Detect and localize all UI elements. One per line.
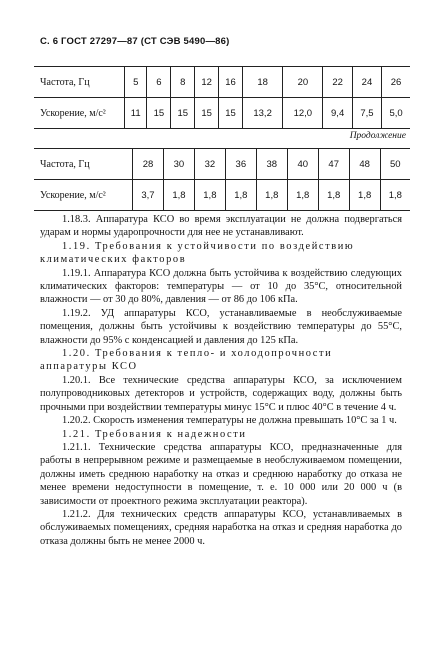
paragraph-1-19-2: 1.19.2. УД аппаратуры КСО, устанавливаемые в необслуживаемые помещения, должны быть устойчивы к воздействию температуры до 55°С, влажности до 95% с конденсацией и давления до 125 кПа. [40,307,402,346]
table-row-frequency [34,67,410,98]
table-cell: 1,8 [380,180,410,211]
table-cell: 16 [219,67,243,98]
section-heading-1-20: 1.20. Требования к тепло- и холодопрочности аппаратуры КСО [40,348,333,373]
paragraph-1-21-1: 1.21.1. Технические средства аппаратуры КСО, предназначенные для работы в непрерывном режиме и размещаемые в необслуживаемом помещении, должны иметь среднюю наработку на отказ и среднюю наработку до отказа не менее времени недоступности в помещение, т. е. 10 000 или 20 000 ч (в зависимости от проектного режима эксплуатации реактора). [40,441,402,507]
paragraph-1-20-1: 1.20.1. Все технические средства аппаратуры КСО, за исключением полупроводниковых детекторов и устройств, содержащих воду, должны быть прочными при воздействии температуры минус 15°С и плюс 40°С в течение 4 ч. [40,374,402,413]
paragraph-1-18-3: 1.18.3. Аппаратура КСО во время эксплуатации не должна подвергаться ударам и нормы ударопрочности для нее не устанавливают. [40,214,402,239]
section-heading-1-21: 1.21. Требования к надежности [62,428,247,440]
continuation-label: Продолжение [349,131,406,141]
table-cell: 5 [125,67,147,98]
table-cell: 18 [243,67,283,98]
vibration-table-2 [34,148,410,211]
table-cell: 8 [171,67,195,98]
table-cell: 7,5 [352,98,381,129]
table-row-acceleration [34,180,410,211]
table-cell: 32 [194,149,225,180]
row-label: Частота, Гц [34,67,125,98]
table-cell: 1,8 [225,180,256,211]
table-cell: 24 [352,67,381,98]
table-cell: 1,8 [287,180,318,211]
table-cell: 15 [147,98,171,129]
table-cell: 1,8 [349,180,380,211]
table-cell: 13,2 [243,98,283,129]
table-cell: 36 [225,149,256,180]
table-cell: 3,7 [133,180,164,211]
table-row-acceleration [34,98,410,129]
row-label: Частота, Гц [34,149,133,180]
table-cell: 12 [195,67,219,98]
table-cell: 12,0 [283,98,323,129]
table-cell: 5,0 [382,98,410,129]
row-label: Ускорение, м/с² [34,98,125,129]
table-cell: 38 [256,149,287,180]
table-cell: 1,8 [256,180,287,211]
table-cell: 15 [219,98,243,129]
page-header: С. 6 ГОСТ 27297—87 (СТ СЭВ 5490—86) [40,36,230,47]
section-heading-1-19: 1.19. Требования к устойчивости по воздействию климатических факторов [40,240,355,266]
row-label: Ускорение, м/с² [34,180,133,211]
table-cell: 15 [171,98,195,129]
table-cell: 1,8 [163,180,194,211]
table-cell: 20 [283,67,323,98]
table-cell: 48 [349,149,380,180]
table-cell: 50 [380,149,410,180]
paragraph-1-20-2: 1.20.2. Скорость изменения температуры не должна превышать 10°С за 1 ч. [62,415,397,427]
table-cell: 9,4 [323,98,352,129]
table-cell: 28 [133,149,164,180]
paragraph-1-19-1: 1.19.1. Аппаратура КСО должна быть устойчива к воздействию следующих климатических факторов: температуры — от 10 до 35°С, относительной влажности — от 30 до 80%, давления — от 86 до 106 кПа. [40,267,402,306]
paragraph-1-21-2: 1.21.2. Для технических средств аппаратуры КСО, устанавливаемых в обслуживаемых помещениях, средняя наработка на отказ и средняя наработка до отказа должны быть не менее 2000 ч. [40,508,402,547]
table-cell: 47 [318,149,349,180]
table-cell: 40 [287,149,318,180]
body-text [40,213,402,548]
table-cell: 22 [323,67,352,98]
table-cell: 30 [163,149,194,180]
table-cell: 1,8 [318,180,349,211]
table-cell: 11 [125,98,147,129]
table-row-frequency [34,149,410,180]
table-cell: 26 [382,67,410,98]
vibration-table-1 [34,66,410,129]
table-cell: 1,8 [194,180,225,211]
table-cell: 15 [195,98,219,129]
table-cell: 6 [147,67,171,98]
